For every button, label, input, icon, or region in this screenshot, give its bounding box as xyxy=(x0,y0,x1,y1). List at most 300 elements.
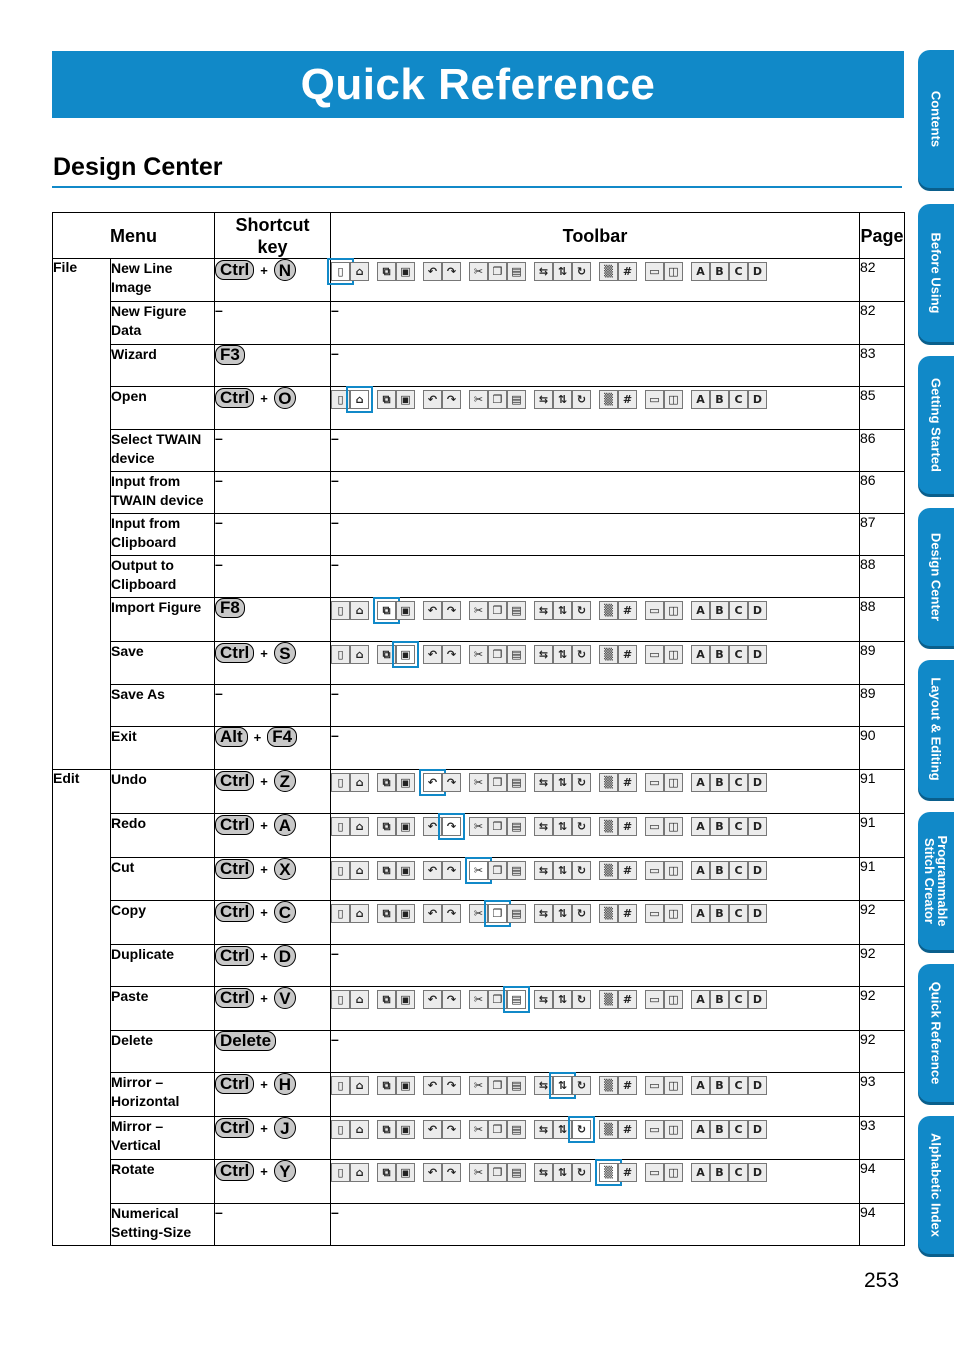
undo-icon[interactable]: ↶ xyxy=(423,990,442,1009)
import-icon[interactable]: ⧉ xyxy=(377,773,396,792)
numbering-icon[interactable]: # xyxy=(618,1163,637,1182)
undo-icon[interactable]: ↶ xyxy=(423,817,442,836)
stitch-d-icon[interactable]: D xyxy=(748,861,767,880)
preview-icon[interactable]: ◫ xyxy=(664,1120,683,1139)
tab-programmable-stitch-creator[interactable] xyxy=(918,812,954,950)
mirror-horizontal-icon[interactable]: ⇆ xyxy=(534,1163,553,1182)
tab-getting-started[interactable] xyxy=(918,356,954,494)
open-icon[interactable]: ⌂ xyxy=(350,861,369,880)
stitch-c-icon[interactable]: C xyxy=(729,262,748,281)
redo-icon[interactable]: ↷ xyxy=(442,1163,461,1182)
preview-icon[interactable]: ◫ xyxy=(664,601,683,620)
fill-icon[interactable]: ▒ xyxy=(599,817,618,836)
page-ref: 88 xyxy=(860,598,905,642)
rotate-icon[interactable]: ↻ xyxy=(572,1163,591,1182)
new-icon[interactable]: ▯ xyxy=(331,601,350,620)
save-icon[interactable]: ▣ xyxy=(396,1076,415,1095)
menu-label-line2: Vertical xyxy=(111,1137,161,1153)
monitor-icon[interactable]: ▭ xyxy=(645,990,664,1009)
stitch-a-icon[interactable]: A xyxy=(691,990,710,1009)
mirror-vertical-icon[interactable]: ⇅ xyxy=(553,390,572,409)
stitch-d-icon[interactable]: D xyxy=(748,1120,767,1139)
open-icon[interactable]: ⌂ xyxy=(350,390,369,409)
shortcut-key-cell xyxy=(215,1160,331,1204)
save-icon[interactable]: ▣ xyxy=(396,601,415,620)
import-icon[interactable]: ⧉ xyxy=(377,390,396,409)
mirror-horizontal-icon[interactable]: ⇆ xyxy=(534,773,553,792)
open-icon[interactable]: ⌂ xyxy=(350,773,369,792)
undo-icon[interactable]: ↶ xyxy=(423,262,442,281)
mirror-horizontal-icon[interactable]: ⇆ xyxy=(534,904,553,923)
undo-icon[interactable]: ↶ xyxy=(423,1120,442,1139)
stitch-b-icon[interactable]: B xyxy=(710,817,729,836)
fill-icon[interactable]: ▒ xyxy=(599,990,618,1009)
import-icon[interactable]: ⧉ xyxy=(377,1120,396,1139)
preview-icon[interactable]: ◫ xyxy=(664,645,683,664)
rotate-icon[interactable]: ↻ xyxy=(572,645,591,664)
copy-icon[interactable]: ❐ xyxy=(488,861,507,880)
stitch-b-icon[interactable]: B xyxy=(710,601,729,620)
stitch-c-icon[interactable]: C xyxy=(729,1120,748,1139)
new-icon[interactable]: ▯ xyxy=(331,904,350,923)
mirror-horizontal-icon[interactable]: ⇆ xyxy=(534,262,553,281)
cut-icon[interactable]: ✂ xyxy=(469,1120,488,1139)
save-icon[interactable]: ▣ xyxy=(396,1120,415,1139)
paste-icon[interactable]: ▤ xyxy=(507,645,526,664)
paste-icon[interactable]: ▤ xyxy=(507,817,526,836)
toolbar-strip xyxy=(331,770,859,794)
menu-item-label xyxy=(111,387,215,430)
stitch-d-icon[interactable]: D xyxy=(748,601,767,620)
numbering-icon[interactable]: # xyxy=(618,1076,637,1095)
mirror-horizontal-icon[interactable]: ⇆ xyxy=(534,1120,553,1139)
import-icon[interactable]: ⧉ xyxy=(377,262,396,281)
page-number: 253 xyxy=(864,1269,900,1292)
monitor-icon[interactable]: ▭ xyxy=(645,262,664,281)
stitch-d-icon[interactable]: D xyxy=(748,1076,767,1095)
cut-icon[interactable]: ✂ xyxy=(469,601,488,620)
numbering-icon[interactable]: # xyxy=(618,601,637,620)
keycap-ctrl: Ctrl xyxy=(215,859,254,879)
mirror-vertical-icon[interactable]: ⇅ xyxy=(553,817,572,836)
numbering-icon[interactable]: # xyxy=(618,645,637,664)
mirror-horizontal-icon[interactable]: ⇆ xyxy=(534,861,553,880)
menu-header: Menu xyxy=(53,213,215,259)
shortcut-key-cell xyxy=(215,598,331,642)
import-icon[interactable]: ⧉ xyxy=(377,645,396,664)
stitch-b-icon[interactable]: B xyxy=(710,1076,729,1095)
copy-icon[interactable]: ❐ xyxy=(488,817,507,836)
mirror-vertical-icon[interactable]: ⇅ xyxy=(553,773,572,792)
numbering-icon[interactable]: # xyxy=(618,990,637,1009)
toolbar-cell xyxy=(331,345,860,387)
undo-icon[interactable]: ↶ xyxy=(423,773,442,792)
import-icon[interactable]: ⧉ xyxy=(377,817,396,836)
open-icon[interactable]: ⌂ xyxy=(350,1076,369,1095)
paste-icon[interactable]: ▤ xyxy=(507,262,526,281)
plus-sign: + xyxy=(260,990,268,1006)
stitch-c-icon[interactable]: C xyxy=(729,645,748,664)
cut-icon[interactable]: ✂ xyxy=(469,773,488,792)
cut-icon[interactable]: ✂ xyxy=(469,904,488,923)
redo-icon[interactable]: ↷ xyxy=(442,990,461,1009)
stitch-a-icon[interactable]: A xyxy=(691,262,710,281)
paste-icon[interactable]: ▤ xyxy=(507,1163,526,1182)
tab-before-using[interactable] xyxy=(918,204,954,342)
tab-design-center[interactable] xyxy=(918,508,954,646)
redo-icon[interactable]: ↷ xyxy=(442,817,461,836)
mirror-horizontal-icon[interactable]: ⇆ xyxy=(534,1076,553,1095)
rotate-icon[interactable]: ↻ xyxy=(572,817,591,836)
stitch-d-icon[interactable]: D xyxy=(748,1163,767,1182)
copy-icon[interactable]: ❐ xyxy=(488,601,507,620)
save-icon[interactable]: ▣ xyxy=(396,390,415,409)
menu-label-line2: Setting-Size xyxy=(111,1224,192,1240)
table-row xyxy=(53,556,905,598)
stitch-a-icon[interactable]: A xyxy=(691,645,710,664)
open-icon[interactable]: ⌂ xyxy=(350,1163,369,1182)
redo-icon[interactable]: ↷ xyxy=(442,1120,461,1139)
new-icon[interactable]: ▯ xyxy=(331,390,350,409)
rotate-icon[interactable]: ↻ xyxy=(572,1120,591,1139)
save-icon[interactable]: ▣ xyxy=(396,861,415,880)
keycap-ctrl: Ctrl xyxy=(215,260,254,280)
toolbar-strip xyxy=(331,642,859,666)
mirror-vertical-icon[interactable]: ⇅ xyxy=(553,1120,572,1139)
paste-icon[interactable]: ▤ xyxy=(507,1076,526,1095)
stitch-c-icon[interactable]: C xyxy=(729,773,748,792)
stitch-b-icon[interactable]: B xyxy=(710,990,729,1009)
open-icon[interactable]: ⌂ xyxy=(350,990,369,1009)
cut-icon[interactable]: ✂ xyxy=(469,390,488,409)
stitch-d-icon[interactable]: D xyxy=(748,773,767,792)
toolbar-strip xyxy=(331,1117,859,1141)
save-icon[interactable]: ▣ xyxy=(396,645,415,664)
preview-icon[interactable]: ◫ xyxy=(664,390,683,409)
menu-label-line1: New Line xyxy=(111,260,173,276)
page-ref: 82 xyxy=(860,259,905,302)
open-icon[interactable]: ⌂ xyxy=(350,601,369,620)
copy-icon[interactable]: ❐ xyxy=(488,904,507,923)
preview-icon[interactable]: ◫ xyxy=(664,1163,683,1182)
save-icon[interactable]: ▣ xyxy=(396,1163,415,1182)
new-icon[interactable]: ▯ xyxy=(331,990,350,1009)
stitch-b-icon[interactable]: B xyxy=(710,773,729,792)
mirror-vertical-icon[interactable]: ⇅ xyxy=(553,262,572,281)
mirror-vertical-icon[interactable]: ⇅ xyxy=(553,601,572,620)
rotate-icon[interactable]: ↻ xyxy=(572,861,591,880)
stitch-c-icon[interactable]: C xyxy=(729,904,748,923)
cut-icon[interactable]: ✂ xyxy=(469,1163,488,1182)
copy-icon[interactable]: ❐ xyxy=(488,645,507,664)
stitch-a-icon[interactable]: A xyxy=(691,1076,710,1095)
stitch-d-icon[interactable]: D xyxy=(748,904,767,923)
cut-icon[interactable]: ✂ xyxy=(469,1076,488,1095)
import-icon[interactable]: ⧉ xyxy=(377,601,396,620)
fill-icon[interactable]: ▒ xyxy=(599,1163,618,1182)
redo-icon[interactable]: ↷ xyxy=(442,601,461,620)
preview-icon[interactable]: ◫ xyxy=(664,1076,683,1095)
mirror-horizontal-icon[interactable]: ⇆ xyxy=(534,645,553,664)
toolbar-cell xyxy=(331,598,860,642)
rotate-icon[interactable]: ↻ xyxy=(572,601,591,620)
stitch-a-icon[interactable]: A xyxy=(691,773,710,792)
new-icon[interactable]: ▯ xyxy=(331,1163,350,1182)
preview-icon[interactable]: ◫ xyxy=(664,904,683,923)
tab-label: Alphabetic Index xyxy=(928,1132,944,1238)
open-icon[interactable]: ⌂ xyxy=(350,904,369,923)
mirror-horizontal-icon[interactable]: ⇆ xyxy=(534,817,553,836)
stitch-c-icon[interactable]: C xyxy=(729,601,748,620)
paste-icon[interactable]: ▤ xyxy=(507,861,526,880)
monitor-icon[interactable]: ▭ xyxy=(645,1120,664,1139)
undo-icon[interactable]: ↶ xyxy=(423,645,442,664)
table-row xyxy=(53,345,905,387)
mirror-horizontal-icon[interactable]: ⇆ xyxy=(534,990,553,1009)
cut-icon[interactable]: ✂ xyxy=(469,990,488,1009)
fill-icon[interactable]: ▒ xyxy=(599,861,618,880)
numbering-icon[interactable]: # xyxy=(618,1120,637,1139)
stitch-c-icon[interactable]: C xyxy=(729,1076,748,1095)
stitch-b-icon[interactable]: B xyxy=(710,861,729,880)
numbering-icon[interactable]: # xyxy=(618,390,637,409)
redo-icon[interactable]: ↷ xyxy=(442,861,461,880)
menu-item-label xyxy=(111,302,215,345)
undo-icon[interactable]: ↶ xyxy=(423,861,442,880)
copy-icon[interactable]: ❐ xyxy=(488,990,507,1009)
open-icon[interactable]: ⌂ xyxy=(350,1120,369,1139)
stitch-a-icon[interactable]: A xyxy=(691,817,710,836)
import-icon[interactable]: ⧉ xyxy=(377,861,396,880)
paste-icon[interactable]: ▤ xyxy=(507,390,526,409)
stitch-c-icon[interactable]: C xyxy=(729,990,748,1009)
open-icon[interactable]: ⌂ xyxy=(350,645,369,664)
tab-quick-reference[interactable] xyxy=(918,964,954,1102)
stitch-d-icon[interactable]: D xyxy=(748,645,767,664)
stitch-c-icon[interactable]: C xyxy=(729,390,748,409)
monitor-icon[interactable]: ▭ xyxy=(645,773,664,792)
undo-icon[interactable]: ↶ xyxy=(423,1163,442,1182)
stitch-d-icon[interactable]: D xyxy=(748,262,767,281)
stitch-d-icon[interactable]: D xyxy=(748,390,767,409)
table-row xyxy=(53,1073,905,1117)
page-ref: 94 xyxy=(860,1160,905,1204)
stitch-d-icon[interactable]: D xyxy=(748,990,767,1009)
preview-icon[interactable]: ◫ xyxy=(664,817,683,836)
import-icon[interactable]: ⧉ xyxy=(377,1163,396,1182)
stitch-c-icon[interactable]: C xyxy=(729,1163,748,1182)
empty-dash: – xyxy=(331,727,339,743)
stitch-b-icon[interactable]: B xyxy=(710,645,729,664)
stitch-a-icon[interactable]: A xyxy=(691,904,710,923)
menu-item-label xyxy=(111,814,215,858)
undo-icon[interactable]: ↶ xyxy=(423,601,442,620)
stitch-b-icon[interactable]: B xyxy=(710,904,729,923)
mirror-horizontal-icon[interactable]: ⇆ xyxy=(534,390,553,409)
redo-icon[interactable]: ↷ xyxy=(442,645,461,664)
fill-icon[interactable]: ▒ xyxy=(599,904,618,923)
rotate-icon[interactable]: ↻ xyxy=(572,773,591,792)
shortcut-key-cell xyxy=(215,556,331,598)
fill-icon[interactable]: ▒ xyxy=(599,1076,618,1095)
new-icon[interactable]: ▯ xyxy=(331,817,350,836)
copy-icon[interactable]: ❐ xyxy=(488,262,507,281)
keycap-ctrl: Ctrl xyxy=(215,946,254,966)
new-icon[interactable]: ▯ xyxy=(331,262,350,281)
stitch-b-icon[interactable]: B xyxy=(710,1163,729,1182)
new-icon[interactable]: ▯ xyxy=(331,1120,350,1139)
rotate-icon[interactable]: ↻ xyxy=(572,390,591,409)
open-icon[interactable]: ⌂ xyxy=(350,817,369,836)
fill-icon[interactable]: ▒ xyxy=(599,645,618,664)
fill-icon[interactable]: ▒ xyxy=(599,601,618,620)
undo-icon[interactable]: ↶ xyxy=(423,390,442,409)
copy-icon[interactable]: ❐ xyxy=(488,1163,507,1182)
paste-icon[interactable]: ▤ xyxy=(507,1120,526,1139)
rotate-icon[interactable]: ↻ xyxy=(572,262,591,281)
numbering-icon[interactable]: # xyxy=(618,861,637,880)
preview-icon[interactable]: ◫ xyxy=(664,773,683,792)
stitch-c-icon[interactable]: C xyxy=(729,817,748,836)
preview-icon[interactable]: ◫ xyxy=(664,262,683,281)
stitch-a-icon[interactable]: A xyxy=(691,390,710,409)
copy-icon[interactable]: ❐ xyxy=(488,1120,507,1139)
menu-item-label xyxy=(111,685,215,727)
stitch-b-icon[interactable]: B xyxy=(710,390,729,409)
shortcut-key-cell xyxy=(215,1031,331,1073)
monitor-icon[interactable]: ▭ xyxy=(645,645,664,664)
save-icon[interactable]: ▣ xyxy=(396,990,415,1009)
new-icon[interactable]: ▯ xyxy=(331,861,350,880)
mirror-horizontal-icon[interactable]: ⇆ xyxy=(534,601,553,620)
monitor-icon[interactable]: ▭ xyxy=(645,1076,664,1095)
paste-icon[interactable]: ▤ xyxy=(507,601,526,620)
stitch-d-icon[interactable]: D xyxy=(748,817,767,836)
numbering-icon[interactable]: # xyxy=(618,904,637,923)
fill-icon[interactable]: ▒ xyxy=(599,1120,618,1139)
numbering-icon[interactable]: # xyxy=(618,773,637,792)
tab-label: Programmable Stitch Creator xyxy=(922,835,950,927)
stitch-a-icon[interactable]: A xyxy=(691,1163,710,1182)
new-icon[interactable]: ▯ xyxy=(331,1076,350,1095)
import-icon[interactable]: ⧉ xyxy=(377,904,396,923)
open-icon[interactable]: ⌂ xyxy=(350,262,369,281)
monitor-icon[interactable]: ▭ xyxy=(645,1163,664,1182)
toolbar-cell xyxy=(331,1204,860,1246)
shortcut-key-cell xyxy=(215,259,331,302)
mirror-vertical-icon[interactable]: ⇅ xyxy=(553,1076,572,1095)
cut-icon[interactable]: ✂ xyxy=(469,861,488,880)
redo-icon[interactable]: ↷ xyxy=(442,773,461,792)
numbering-icon[interactable]: # xyxy=(618,817,637,836)
paste-icon[interactable]: ▤ xyxy=(507,904,526,923)
keycap-h: H xyxy=(274,1073,296,1095)
redo-icon[interactable]: ↷ xyxy=(442,390,461,409)
table-row xyxy=(53,430,905,472)
monitor-icon[interactable]: ▭ xyxy=(645,861,664,880)
stitch-b-icon[interactable]: B xyxy=(710,1120,729,1139)
mirror-vertical-icon[interactable]: ⇅ xyxy=(553,1163,572,1182)
keycap-alt: Alt xyxy=(215,727,248,747)
import-icon[interactable]: ⧉ xyxy=(377,1076,396,1095)
new-icon[interactable]: ▯ xyxy=(331,773,350,792)
undo-icon[interactable]: ↶ xyxy=(423,904,442,923)
toolbar-cell xyxy=(331,1073,860,1117)
toolbar-cell xyxy=(331,514,860,556)
fill-icon[interactable]: ▒ xyxy=(599,262,618,281)
paste-icon[interactable]: ▤ xyxy=(507,990,526,1009)
undo-icon[interactable]: ↶ xyxy=(423,1076,442,1095)
cut-icon[interactable]: ✂ xyxy=(469,645,488,664)
monitor-icon[interactable]: ▭ xyxy=(645,817,664,836)
monitor-icon[interactable]: ▭ xyxy=(645,904,664,923)
menu-label-line1: Wizard xyxy=(111,346,157,362)
stitch-a-icon[interactable]: A xyxy=(691,601,710,620)
shortcut-key-cell xyxy=(215,770,331,814)
mirror-vertical-icon[interactable]: ⇅ xyxy=(553,645,572,664)
table-row xyxy=(53,598,905,642)
redo-icon[interactable]: ↷ xyxy=(442,904,461,923)
redo-icon[interactable]: ↷ xyxy=(442,262,461,281)
import-icon[interactable]: ⧉ xyxy=(377,990,396,1009)
monitor-icon[interactable]: ▭ xyxy=(645,601,664,620)
menu-label-line1: Open xyxy=(111,388,147,404)
fill-icon[interactable]: ▒ xyxy=(599,773,618,792)
toolbar-strip xyxy=(331,259,859,283)
stitch-a-icon[interactable]: A xyxy=(691,861,710,880)
mirror-vertical-icon[interactable]: ⇅ xyxy=(553,861,572,880)
plus-sign: + xyxy=(260,645,268,661)
mirror-vertical-icon[interactable]: ⇅ xyxy=(553,904,572,923)
save-icon[interactable]: ▣ xyxy=(396,817,415,836)
stitch-c-icon[interactable]: C xyxy=(729,861,748,880)
menu-label-line1: Input from xyxy=(111,515,181,531)
page-ref: 87 xyxy=(860,514,905,556)
rotate-icon[interactable]: ↻ xyxy=(572,904,591,923)
copy-icon[interactable]: ❐ xyxy=(488,773,507,792)
page-ref: 93 xyxy=(860,1073,905,1117)
tab-contents[interactable] xyxy=(918,50,954,188)
save-icon[interactable]: ▣ xyxy=(396,262,415,281)
save-icon[interactable]: ▣ xyxy=(396,904,415,923)
paste-icon[interactable]: ▤ xyxy=(507,773,526,792)
redo-icon[interactable]: ↷ xyxy=(442,1076,461,1095)
stitch-b-icon[interactable]: B xyxy=(710,262,729,281)
monitor-icon[interactable]: ▭ xyxy=(645,390,664,409)
fill-icon[interactable]: ▒ xyxy=(599,390,618,409)
rotate-icon[interactable]: ↻ xyxy=(572,990,591,1009)
tab-label: Before Using xyxy=(928,232,944,314)
new-icon[interactable]: ▯ xyxy=(331,645,350,664)
numbering-icon[interactable]: # xyxy=(618,262,637,281)
keycap-ctrl: Ctrl xyxy=(215,1161,254,1181)
rotate-icon[interactable]: ↻ xyxy=(572,1076,591,1095)
stitch-a-icon[interactable]: A xyxy=(691,1120,710,1139)
copy-icon[interactable]: ❐ xyxy=(488,390,507,409)
shortcut-key-cell xyxy=(215,1073,331,1117)
preview-icon[interactable]: ◫ xyxy=(664,861,683,880)
cut-icon[interactable]: ✂ xyxy=(469,817,488,836)
preview-icon[interactable]: ◫ xyxy=(664,990,683,1009)
table-row xyxy=(53,642,905,685)
tab-layout-editing[interactable] xyxy=(918,660,954,798)
tab-alphabetic-index[interactable] xyxy=(918,1116,954,1254)
menu-item-label xyxy=(111,345,215,387)
copy-icon[interactable]: ❐ xyxy=(488,1076,507,1095)
save-icon[interactable]: ▣ xyxy=(396,773,415,792)
cut-icon[interactable]: ✂ xyxy=(469,262,488,281)
mirror-vertical-icon[interactable]: ⇅ xyxy=(553,990,572,1009)
